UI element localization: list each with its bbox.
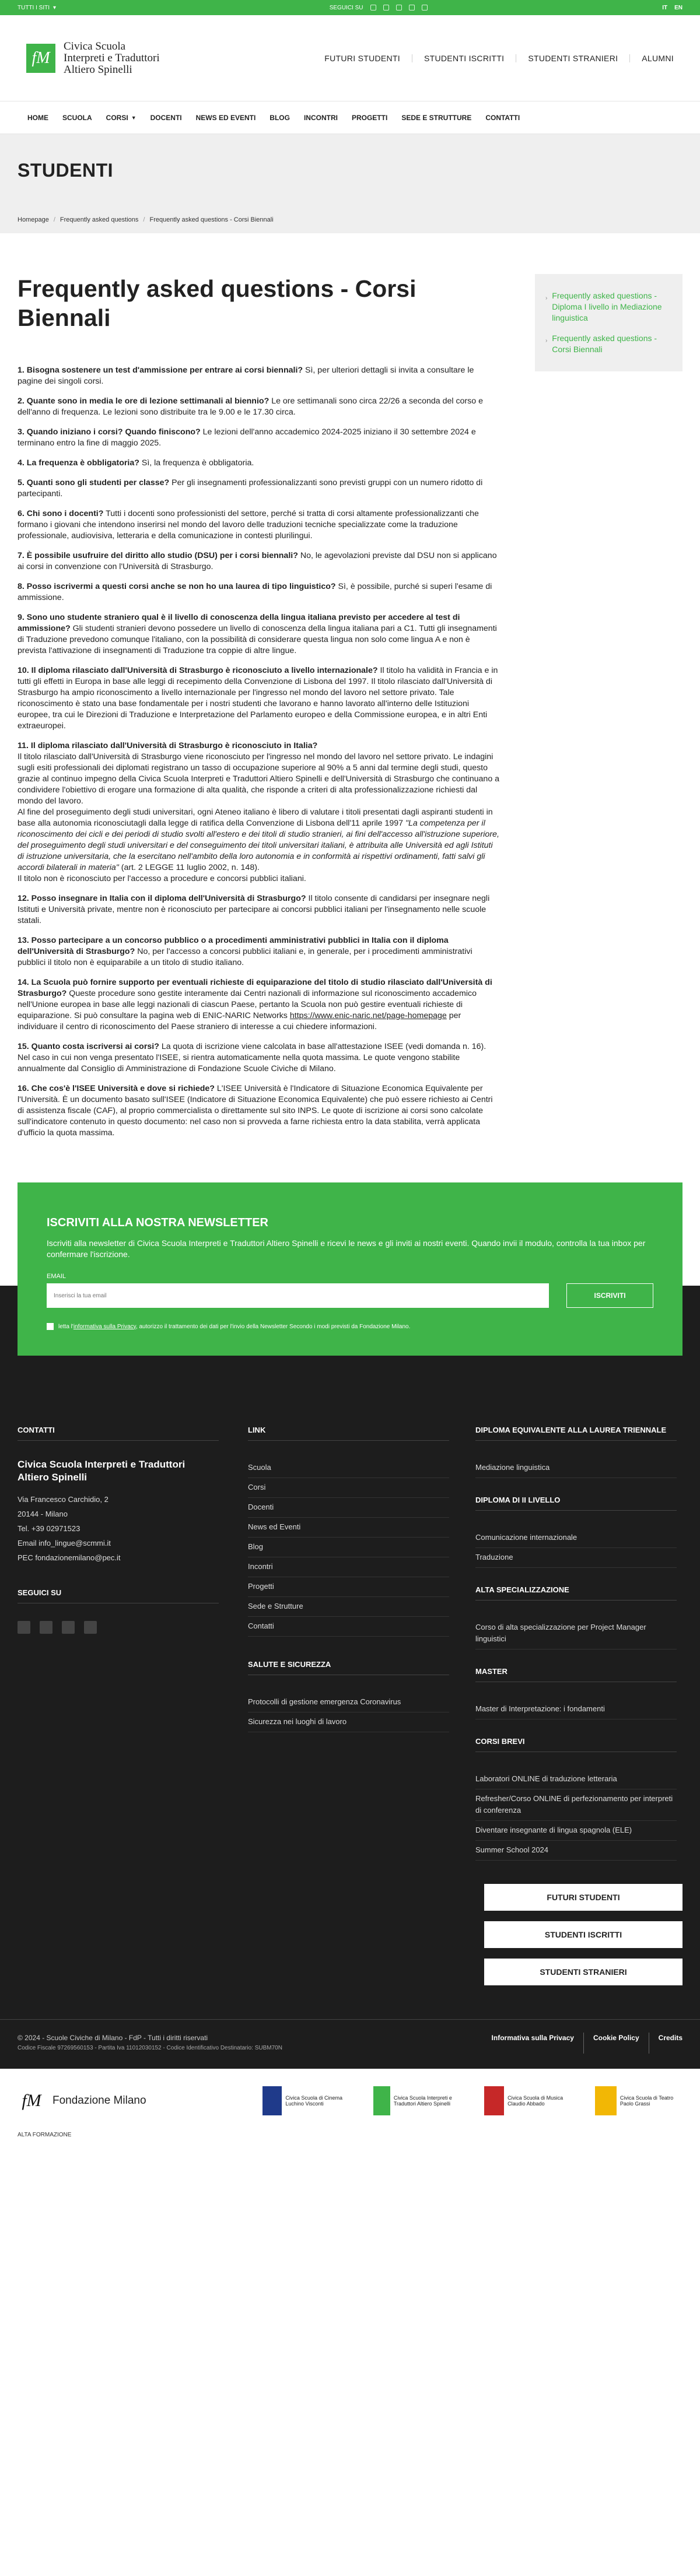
faq-item [18, 458, 500, 469]
secnav-corsi-label: CORSI [106, 113, 128, 122]
partner-name: Civica Scuola Interpreti e Traduttori Altiero Spinelli [393, 2095, 452, 2107]
top-utility-bar [0, 0, 700, 15]
faq-item [18, 396, 500, 418]
footer-link[interactable]: Scuola [248, 1458, 449, 1478]
instagram-icon[interactable] [383, 5, 389, 10]
alta-formazione-label: ALTA FORMAZIONE [18, 2132, 72, 2138]
faq-answer: La quota di iscrizione viene calcolata in base all'attestazione ISEE (vedi domanda n. 16). Nel caso in cui non venga presentato l'ISEE, si rientra automaticamente nella quota massima. Le quote vengono stabilite annualmente dal Consiglio di Amministrazione di Fondazione Scuole Civiche di Milano. [18, 1042, 487, 1073]
credits-link[interactable]: Credits [649, 2033, 682, 2054]
footer-link[interactable]: Corsi [248, 1478, 449, 1498]
faq-answer: Sì, la frequenza è obbligatoria. [141, 458, 254, 468]
footer-link[interactable]: Docenti [248, 1498, 449, 1518]
footer-heading: SEGUICI SU [18, 1588, 219, 1603]
legal-bar [0, 2019, 700, 2069]
faq-answer: Tutti i docenti sono professionisti del settore, perché si tratta di corsi altamente professionalizzanti che formano i giovani che intendono inserirsi nel mondo del lavoro delle traduzioni tecniche specializzate come la traduzione professionale, audiovisiva, letteraria e della comunicazione in contesti plurilingui. [18, 509, 479, 541]
fondazione-name: Fondazione Milano [52, 2094, 146, 2107]
faq-question: 1. Bisogna sostenere un test d'ammissione per entrare ai corsi biennali? [18, 366, 303, 375]
faq-question: 9. Sono uno studente straniero qual è il livello di conoscenza della lingua italiana previsto per accedere al test di ammissione? [18, 613, 460, 633]
cookie-policy-link[interactable]: Cookie Policy [583, 2033, 639, 2054]
footer-link[interactable]: Sicurezza nei luoghi di lavoro [248, 1712, 449, 1732]
section-title: STUDENTI [18, 160, 113, 181]
breadcrumb-current: Frequently asked questions - Corsi Biennali [149, 216, 274, 223]
breadcrumb-home[interactable]: Homepage [18, 216, 49, 223]
faq-question: 7. È possibile usufruire del diritto allo studio (DSU) per i corsi biennali? [18, 551, 298, 560]
secnav-progetti[interactable]: PROGETTI [351, 113, 388, 122]
footer-col-corsi [475, 1426, 677, 1861]
footer-link[interactable]: Incontri [248, 1557, 449, 1577]
footer-link[interactable]: Comunicazione internazionale [475, 1528, 677, 1548]
secnav-docenti[interactable]: DOCENTI [150, 113, 182, 122]
faq-answer: Queste procedure sono gestite interamente dai Centri nazionali di informazione sul riconoscimento accademico nell'Unione europea in base alle leggi nazionali di ciascun Paese, pertanto la Scuola non può gestire eventuali richieste di equiparazione. Si può consultare la pagina web di ENIC-NARIC Networks [18, 989, 477, 1020]
newsletter-email-input[interactable] [47, 1283, 549, 1308]
secnav-scuola[interactable]: SCUOLA [62, 113, 92, 122]
lang-it[interactable]: IT [662, 4, 668, 11]
footer-link[interactable]: Summer School 2024 [475, 1841, 677, 1861]
faq-question: 13. Posso partecipare a un concorso pubblico o a procedimenti amministrativi pubblici in Italia con il diploma dell'Università di Strasburgo? [18, 936, 449, 956]
sidebar-item-diploma[interactable] [545, 286, 672, 328]
footer-email[interactable]: Email info_lingue@scmmi.it [18, 1539, 111, 1547]
nav-futuri-studenti[interactable]: FUTURI STUDENTI [313, 54, 412, 62]
faq-item [18, 508, 500, 542]
facebook-icon[interactable] [18, 1621, 30, 1634]
faq-item [18, 977, 500, 1033]
audience-nav [313, 54, 674, 62]
logo-line-1: Civica Scuola [64, 40, 126, 52]
footer-link[interactable]: Diventare insegnante di lingua spagnola (ELE) [475, 1821, 677, 1841]
faq-item [18, 893, 500, 926]
secnav-blog[interactable]: BLOG [270, 113, 290, 122]
privacy-link[interactable]: informativa sulla Privacy [73, 1323, 136, 1330]
main-content [0, 233, 700, 1182]
faq-answer-3: Il titolo non è riconosciuto per l'accesso a procedure e concorsi pubblici italiani. [18, 874, 306, 883]
faq-answer: Gli studenti stranieri devono possedere un livello di conoscenza della lingua italiana pari a C1. Tutti gli insegnamenti di Traduzione prevedono comunque l'italiano, con la possibilità di considerare questa lingua non solo come lingua A e non è prevista l'attivazione di insegnamenti di Traduzione tra coppie di altre lingue. [18, 624, 497, 655]
footer-heading: CONTATTI [18, 1426, 219, 1441]
footer-link[interactable]: News ed Eventi [248, 1518, 449, 1538]
faq-answer: Le lezioni dell'anno accademico 2024-2025 iniziano il 30 settembre 2024 e terminano entro la fine di maggio 2025. [18, 427, 476, 448]
chevron-down-icon: ▼ [131, 114, 136, 121]
faq-question: 15. Quanto costa iscriversi ai corsi? [18, 1042, 159, 1051]
secnav-contatti[interactable]: CONTATTI [485, 113, 520, 122]
sites-selector[interactable] [18, 5, 60, 11]
footer-btn-stranieri[interactable]: STUDENTI STRANIERI [484, 1959, 682, 1985]
nav-alumni[interactable]: ALUMNI [642, 53, 674, 63]
twitter-icon[interactable] [422, 5, 428, 10]
fiscal-info: Codice Fiscale 97269560153 - Partita Iva 11012030152 - Codice Identificativo Destinatario: SUBM70N [18, 2045, 282, 2051]
faq-answer-after: per individuare il centro di riconoscimento del Paese straniero di interesse a cui chiedere informazioni. [18, 1011, 461, 1031]
faq-item [18, 1083, 500, 1139]
sidebar-box [535, 274, 682, 371]
sidebar-item-biennali[interactable] [545, 328, 672, 360]
faq-question: 16. Che cos'è l'ISEE Università e dove si richiede? [18, 1084, 215, 1093]
footer-link[interactable]: Laboratori ONLINE di traduzione letteraria [475, 1770, 677, 1789]
faq-answer: Il titolo rilasciato dall'Università di Strasburgo viene riconosciuto per l'ingresso nel mondo del lavoro nel settore privato. Le indagini sugli esiti professionali dei diplomati registrano un tasso di occupazione superiore al 90% a 5 anni dal termine degli studi, questo grazie al continuo impegno della Civica Scuola Interpreti e Traduttori Altiero Spinelli e dell'Università di Strasburgo che continuano a condividere l'obiettivo di erogare una formazione di alta qualità, che risponde a criteri di alta professionalizzazione richiesti dal mondo del lavoro. [18, 752, 500, 806]
faq-item [18, 665, 500, 732]
faq-item [18, 427, 500, 449]
musica-logo-icon [484, 2086, 504, 2115]
nav-studenti-stranieri[interactable]: STUDENTI STRANIERI [516, 54, 630, 62]
footer-org: Civica Scuola Interpreti e Traduttori Altiero Spinelli [18, 1459, 186, 1483]
faq-question: 2. Quante sono in media le ore di lezione settimanali al biennio? [18, 396, 270, 406]
partner-name: Civica Scuola di Teatro Paolo Grassi [620, 2095, 674, 2107]
faq-question: 4. La frequenza è obbligatoria? [18, 458, 139, 468]
site-header [0, 15, 700, 101]
partner-name: Civica Scuola di Cinema Luchino Visconti [285, 2095, 342, 2107]
logo-line-2: Interpreti e Traduttori [64, 51, 160, 64]
privacy-text-pre: letta l' [58, 1323, 74, 1330]
faq-question: 5. Quanti sono gli studenti per classe? [18, 478, 170, 487]
privacy-text-post: , autorizzo il trattamento dei dati per l'invio della Newsletter Secondo i modi previsti da Fondazione Milano. [135, 1323, 411, 1330]
faq-answer-2: Al fine del proseguimento degli studi universitari, ogni Ateneo italiano è libero di valutare i titoli presentati dagli aspiranti studenti in base alla autonomia riconosciutagli dalla legge di ratifica della Convenzione di Lisbona dell'11 aprile 1997 [18, 808, 493, 828]
faq-item [18, 1041, 500, 1075]
footer-heading: SALUTE E SICUREZZA [248, 1660, 449, 1675]
footer-heading: MASTER [475, 1667, 677, 1682]
faq-answer: Sì, per ulteriori dettagli si invita a consultare le pagine dei singoli corsi. [18, 366, 474, 386]
footer-btn-iscritti[interactable]: STUDENTI ISCRITTI [484, 1921, 682, 1948]
faq-item [18, 935, 500, 968]
footer-heading: LINK [248, 1426, 449, 1441]
faq-question: 11. Il diploma rilasciato dall'Università di Strasburgo è riconosciuto in Italia? [18, 741, 318, 750]
footer-link[interactable]: Master di Interpretazione: i fondamenti [475, 1700, 677, 1719]
partner-logo-cinema[interactable] [262, 2086, 350, 2115]
sidebar [535, 274, 682, 1147]
instagram-icon[interactable] [40, 1621, 52, 1634]
secnav-incontri[interactable]: INCONTRI [303, 113, 338, 122]
faq-answer: Il titolo consente di candidarsi per insegnare negli Istituti e Università private, mentre non è riconosciuto per partecipare ai concorsi pubblici italiani per l'insegnamento nelle scuole statali. [18, 894, 490, 925]
site-footer [0, 1286, 700, 2019]
secnav-corsi[interactable] [99, 114, 144, 122]
fondazione-logo[interactable] [18, 2087, 146, 2115]
page-title: Frequently asked questions - Corsi Biennali [18, 275, 416, 331]
chevron-right-icon: › [545, 295, 548, 301]
newsletter-subscribe-button[interactable]: ISCRIVITI [566, 1283, 653, 1308]
youtube-icon[interactable] [409, 5, 415, 10]
faq-quote: "La competenza per il riconoscimento dei cicli e dei periodi di studio svolti all'estero e dei titoli di studio stranieri, ai fini dell'accesso all'istruzione superiore, del proseguimento degli studi universitari e del conseguimento dei titoli universitari italiani, è attribuita alle Università ed agli Istituti di istruzione universitaria, che la esercitano nell'ambito della loro autonomia e in conformità ai rispettivi ordinamenti, fatti salvi gli accordi bilaterali in materia" [18, 819, 499, 872]
faq-item [18, 581, 500, 603]
footer-link[interactable]: Progetti [248, 1577, 449, 1597]
school-logo[interactable] [26, 41, 160, 76]
chevron-right-icon: › [545, 338, 548, 344]
sites-selector-label: TUTTI I SITI [18, 4, 50, 11]
secnav-news[interactable]: NEWS ED EVENTI [195, 113, 256, 122]
faq-answer: No, per l'accesso a concorsi pubblici italiani e, in generale, per i procedimenti amministrativi pubblici il titolo non è equiparabile a un titolo di studio italiano. [18, 947, 473, 967]
footer-link[interactable]: Corso di alta specializzazione per Project Manager linguistici [475, 1618, 677, 1650]
fondazione-mark-icon: fM [22, 2091, 41, 2110]
footer-buttons [484, 1884, 682, 1985]
chevron-down-icon: ▾ [53, 4, 57, 11]
footer-link[interactable]: Blog [248, 1538, 449, 1557]
copyright: © 2024 - Scuole Civiche di Milano - FdP - Tutti i diritti riservati [18, 2034, 208, 2042]
faq-item [18, 478, 500, 500]
privacy-checkbox[interactable] [47, 1323, 54, 1330]
logo-line-3: Altiero Spinelli [64, 63, 132, 76]
partners-bar [0, 2069, 700, 2127]
footer-address: Via Francesco Carchidio, 2 [18, 1495, 108, 1504]
faq-question: 14. La Scuola può fornire supporto per eventuali richieste di equiparazione del titolo di studio rilasciato dall'Università di Strasburgo? [18, 978, 492, 998]
footer-link[interactable]: Mediazione linguistica [475, 1458, 677, 1478]
footer-heading: DIPLOMA EQUIVALENTE ALLA LAUREA TRIENNALE [475, 1426, 677, 1441]
footer-col-contatti [18, 1426, 219, 1861]
faq-answer: Per gli insegnamenti professionalizzanti sono previsti gruppi con un numero ridotto di partecipanti. [18, 478, 483, 499]
partner-logo-musica[interactable] [484, 2086, 572, 2115]
partner-name: Civica Scuola di Musica Claudio Abbado [508, 2095, 564, 2107]
page-band [0, 134, 700, 233]
footer-col-link [248, 1426, 449, 1861]
footer-heading: CORSI BREVI [475, 1737, 677, 1752]
footer-btn-futuri[interactable]: FUTURI STUDENTI [484, 1884, 682, 1911]
faq-answer: No, le agevolazioni previste dal DSU non si applicano ai corsi in convenzione con l'Università di Strasburgo. [18, 551, 497, 571]
breadcrumb-faq[interactable]: Frequently asked questions [60, 216, 139, 223]
faq-answer: Sì, è possibile, purché si superi l'esame di ammissione. [18, 582, 492, 602]
email-label: EMAIL [47, 1273, 66, 1280]
faq-item [18, 740, 500, 885]
footer-link[interactable]: Protocolli di gestione emergenza Coronavirus [248, 1693, 449, 1712]
enic-naric-link[interactable]: https://www.enic-naric.net/page-homepage [289, 1011, 447, 1020]
lingue-logo-icon [373, 2086, 390, 2115]
youtube-icon[interactable] [84, 1621, 97, 1634]
newsletter-text: Iscriviti alla newsletter di Civica Scuola Interpreti e Traduttori Altiero Spinelli e ricevi le news e gli inviti ai nostri eventi. Quando invii il modulo, controlla la tua inbox per confermare l'iscrizione. [47, 1238, 646, 1259]
teatro-logo-icon [595, 2086, 617, 2115]
newsletter-title: ISCRIVITI ALLA NOSTRA NEWSLETTER [47, 1216, 268, 1229]
footer-phone: Tel. +39 02971523 [18, 1524, 80, 1533]
footer-social [18, 1621, 219, 1634]
privacy-policy-link[interactable]: Informativa sulla Privacy [491, 2034, 574, 2042]
faq-item [18, 550, 500, 573]
cinema-logo-icon [262, 2086, 282, 2115]
footer-heading: ALTA SPECIALIZZAZIONE [475, 1585, 677, 1601]
footer-link[interactable]: Refresher/Corso ONLINE di perfezionamento per interpreti di conferenza [475, 1789, 677, 1821]
partner-logo-lingue[interactable] [373, 2086, 461, 2115]
linkedin-icon[interactable] [62, 1621, 75, 1634]
faq-item [18, 365, 500, 387]
faq-answer: Il titolo ha validità in Francia e in tutti gli effetti in Europa in base alle leggi di recepimento della Convenzione di Lisbona del 1997. Il titolo rilasciato dall'Università di Strasburgo ha ampio riconoscimento a livello internazionale per l'ingresso nel mondo del lavoro nel settore privato. Tale riconoscimento è stato una base fondamentale per i nostri studenti che lavorano e hanno lavorato all'interno delle Istituzioni europee, tra cui le Direzioni di Traduzione e Interpretazione del Parlamento europeo e della Commissione europea, e in altri Enti extraeuropei. [18, 666, 498, 731]
nav-studenti-iscritti[interactable]: STUDENTI ISCRITTI [412, 54, 516, 62]
newsletter-box [18, 1182, 682, 1356]
faq-question: 6. Chi sono i docenti? [18, 509, 104, 518]
secnav-home[interactable]: HOME [27, 113, 48, 122]
secnav-sede[interactable]: SEDE E STRUTTURE [401, 113, 472, 122]
partner-logo-teatro[interactable] [595, 2086, 682, 2115]
faq-answer: Le ore settimanali sono circa 22/26 a seconda del corso e dell'anno di frequenza. Le lezioni sono distribuite tra le 9.00 e le 17.30 circa. [18, 396, 483, 417]
follow-label: SEGUICI SU [329, 4, 363, 11]
footer-link[interactable]: Contatti [248, 1617, 449, 1637]
section-nav [0, 101, 700, 134]
sidebar-item-label: Frequently asked questions - Corsi Biennali [552, 334, 657, 354]
linkedin-icon[interactable] [396, 5, 402, 10]
logo-mark-icon: fM [26, 44, 55, 73]
footer-link[interactable]: Sede e Strutture [248, 1597, 449, 1617]
footer-city: 20144 - Milano [18, 1510, 68, 1518]
privacy-consent [47, 1323, 653, 1330]
faq-item [18, 612, 500, 657]
faq-cite: (art. 2 LEGGE 11 luglio 2002, n. 148). [121, 863, 260, 872]
lang-en[interactable]: EN [674, 4, 682, 11]
sidebar-item-label: Frequently asked questions - Diploma I livello in Mediazione linguistica [552, 291, 662, 322]
faq-question: 10. Il diploma rilasciato dall'Università di Strasburgo è riconosciuto a livello internazionale? [18, 666, 378, 675]
faq-question: 12. Posso insegnare in Italia con il diploma dell'Università di Strasburgo? [18, 894, 306, 903]
footer-link[interactable]: Traduzione [475, 1548, 677, 1568]
faq-content [18, 274, 500, 1147]
faq-question: 8. Posso iscrivermi a questi corsi anche se non ho una laurea di tipo linguistico? [18, 582, 336, 591]
footer-pec[interactable]: PEC fondazionemilano@pec.it [18, 1553, 121, 1562]
footer-heading: DIPLOMA DI II LIVELLO [475, 1496, 677, 1511]
faq-question: 3. Quando iniziano i corsi? Quando finiscono? [18, 427, 201, 437]
breadcrumb: Homepage / Frequently asked questions / Frequently asked questions - Corsi Biennali [18, 216, 274, 223]
faq-answer: L'ISEE Università è l'Indicatore di Situazione Economica Equivalente per l'Università. È un documento basato sull'ISEE (Indicatore di Situazione Economica Equivalente) che può essere richiesto ai Centri di assistenza fiscale (CAF), al proprio commercialista o direttamente sul sito INPS. Le quote di iscrizione ai corsi sono calcolate sull'indicatore contenuto in questo documento: nel caso non si provveda a farne richiesta entro la data stabilita, verrà applicata d'ufficio la quota massima. [18, 1084, 493, 1138]
facebook-icon[interactable] [370, 5, 376, 10]
